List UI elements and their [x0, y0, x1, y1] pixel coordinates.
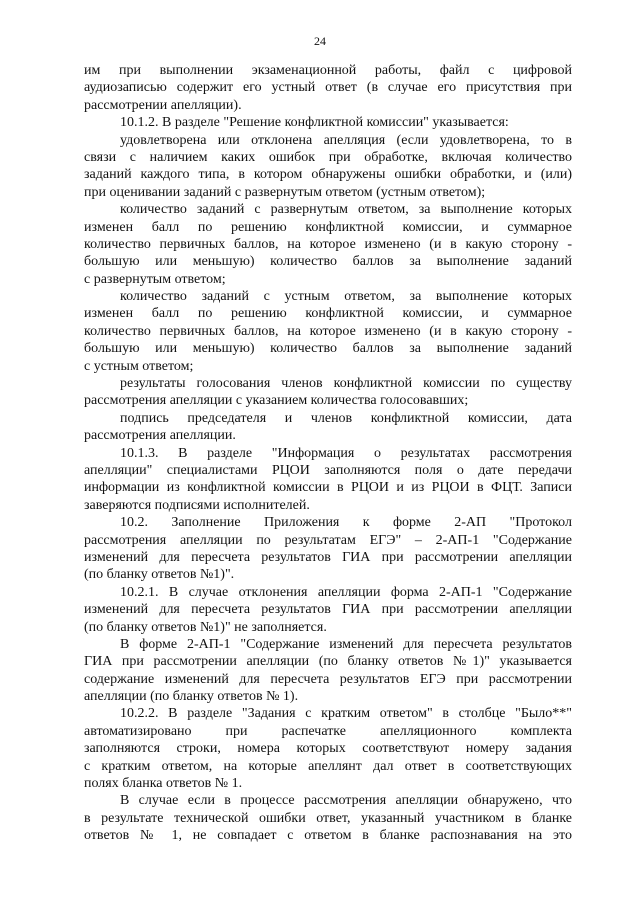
text-line: рассмотрения апелляции.	[84, 428, 236, 444]
text-line: (по бланку ответов №1)" не заполняется.	[84, 619, 327, 635]
text-line: рассмотрения апелляции по результатам ЕГЭ" – 2-АП-1 "Содержание	[84, 532, 572, 548]
text-line: содержание изменений для пересчета результатов ЕГЭ при рассмотрении	[84, 671, 572, 687]
text-line: изменен балл по решению конфликтной комиссии, и суммарное	[84, 306, 572, 322]
text-line: В форме 2-АП-1 "Содержание изменений для пересчета результатов	[120, 636, 572, 652]
text-line: изменен балл по решению конфликтной комиссии, и суммарное	[84, 219, 572, 235]
text-line: связи с наличием каких ошибок при обработке, включая количество	[84, 149, 572, 165]
text-line: В случае если в процессе рассмотрения апелляции обнаружено, что	[120, 793, 572, 809]
text-line: рассмотрения апелляции с указанием количества голосовавших;	[84, 393, 469, 409]
text-line: им при выполнении экзаменационной работы, файл с цифровой	[84, 63, 572, 78]
text-line: полях бланка ответов № 1.	[84, 776, 243, 792]
text-line: заполняются строки, номера которых соответствуют номеру задания	[84, 741, 572, 757]
text-line: информации из конфликтной комиссии в РЦОИ и из РЦОИ в ФЦТ. Записи	[84, 480, 572, 496]
text-line: ГИА при рассмотрении апелляции (по бланку ответов №1)" указывается	[84, 654, 572, 670]
text-line: заверяются подписями исполнителей.	[84, 497, 310, 513]
text-line: автоматизировано при распечатке апелляционного комплекта	[84, 723, 572, 739]
text-line: 10.1.3. В разделе "Информация о результатах рассмотрения	[120, 445, 572, 461]
text-line: изменений для пересчета результатов ГИА при рассмотрении апелляции	[84, 602, 572, 618]
text-line: результаты голосования членов конфликтной комиссии по существу	[120, 376, 572, 392]
text-line: 10.1.2. В разделе "Решение конфликтной комиссии" указывается:	[120, 115, 509, 131]
text-line: в результате технической ошибки ответ, указанный участником в бланке	[84, 810, 572, 826]
text-line: ответов № 1, не совпадает с ответом в бланке распознавания на это	[84, 828, 572, 844]
text-line: количество заданий с устным ответом, за выполнение которых	[120, 289, 572, 305]
body-text	[84, 62, 572, 845]
text-line: аудиозаписью содержит его устный ответ (в случае его присутствия при	[84, 80, 572, 96]
text-line: рассмотрении апелляции).	[84, 97, 242, 113]
text-line: количество первичных баллов, на которое изменено (и в какую сторону -	[84, 323, 572, 339]
text-line: апелляции" специалистами РЦОИ заполняются поля о дате передачи	[84, 462, 572, 478]
text-line: количество первичных баллов, на которое изменено (и в какую сторону -	[84, 236, 572, 252]
page-number: 24	[314, 34, 326, 48]
text-line: 10.2. Заполнение Приложения к форме 2-АП "Протокол	[120, 515, 572, 531]
text-line: удовлетворена или отклонена апелляция (если удовлетворена, то в	[120, 132, 572, 148]
text-line: с развернутым ответом;	[84, 271, 226, 287]
text-line: с устным ответом;	[84, 358, 194, 374]
text-line: при оценивании заданий с развернутым ответом (устным ответом);	[84, 184, 486, 200]
text-line: изменений для пересчета результатов ГИА при рассмотрении апелляции	[84, 549, 572, 565]
text-line: большую или меньшую) количество баллов за выполнение заданий	[84, 254, 572, 270]
text-line: заданий каждого типа, в котором обнаружены ошибки обработки, и (или)	[84, 167, 572, 183]
text-line: большую или меньшую) количество баллов за выполнение заданий	[84, 341, 572, 357]
text-line: (по бланку ответов №1)".	[84, 567, 235, 583]
text-line: подпись председателя и членов конфликтной комиссии, дата	[120, 410, 572, 426]
text-line: апелляции (по бланку ответов № 1).	[84, 689, 299, 705]
text-line: 10.2.2. В разделе "Задания с кратким ответом" в столбце "Было**"	[120, 706, 572, 722]
text-line: 10.2.1. В случае отклонения апелляции форма 2-АП-1 "Содержание	[120, 584, 572, 600]
text-line: количество заданий с развернутым ответом, за выполнение которых	[120, 202, 572, 218]
text-line: с кратким ответом, на которые апеллянт дал ответ в соответствующих	[84, 758, 572, 774]
